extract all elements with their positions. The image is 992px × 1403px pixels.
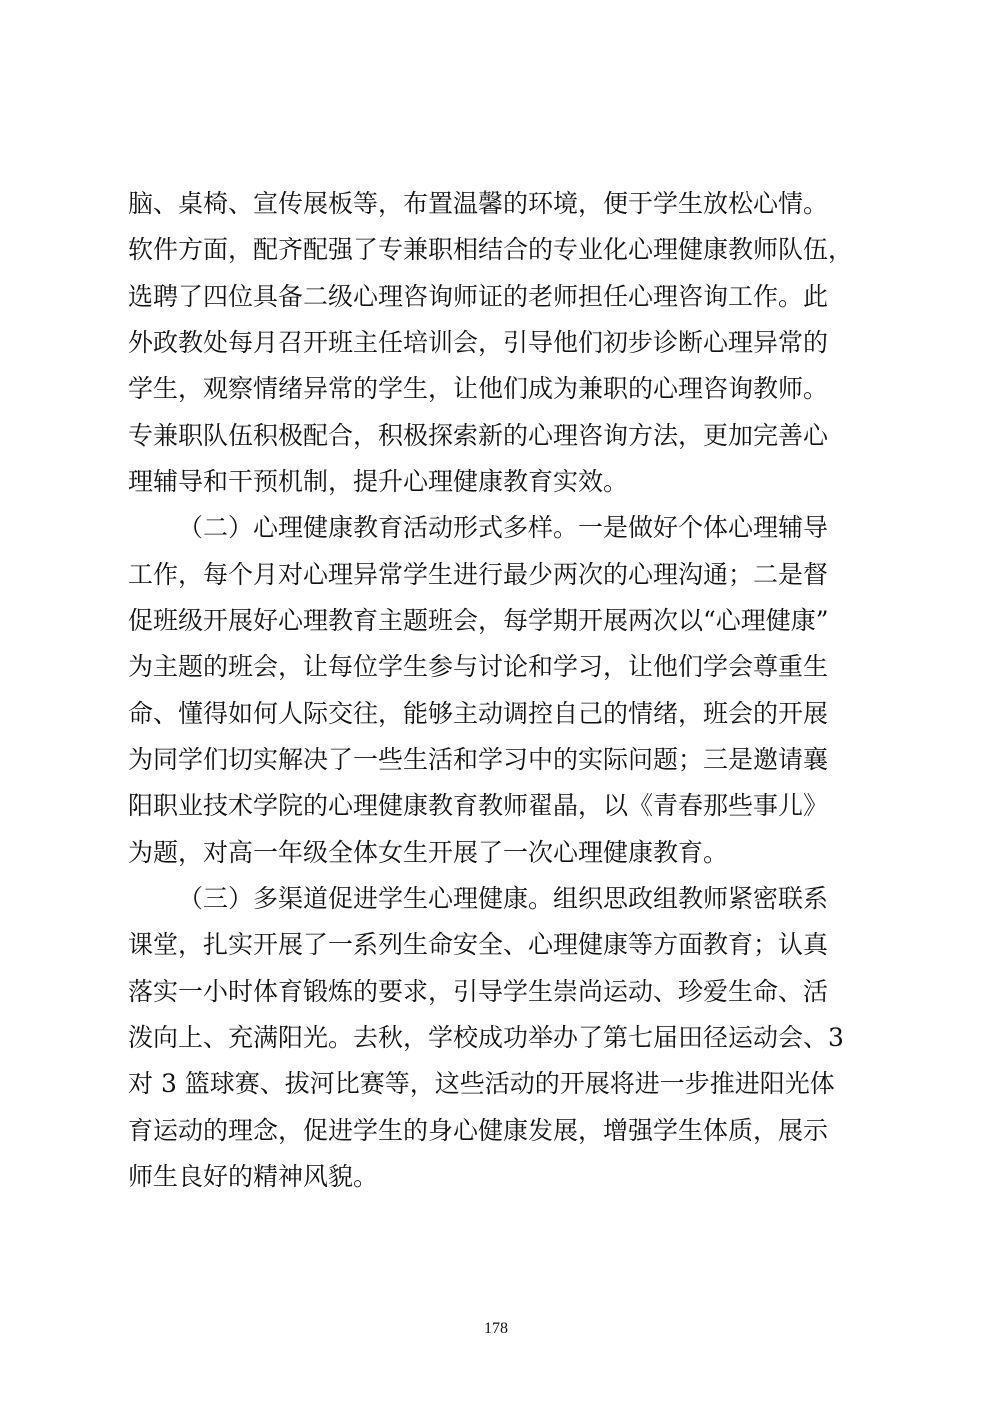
text-line: 为主题的班会，让每位学生参与讨论和学习，让他们学会尊重生 — [128, 652, 829, 681]
text-line: 脑、桌椅、宣传展板等，布置温馨的环境，便于学生放松心情。 — [128, 189, 829, 218]
text-line: 为题，对高一年级全体女生开展了一次心理健康教育。 — [128, 838, 729, 867]
text-line: 泼向上、充满阳光。去秋，学校成功举办了第七届田径运动会、3 — [128, 1023, 844, 1052]
text-line: 命、懂得如何人际交往，能够主动调控自己的情绪，班会的开展 — [128, 699, 829, 728]
text-line: 选聘了四位具备二级心理咨询师证的老师担任心理咨询工作。此 — [128, 282, 829, 311]
text-line: 对 3 篮球赛、拔河比赛等，这些活动的开展将进一步推进阳光体 — [128, 1069, 835, 1098]
text-line: 落实一小时体育锻炼的要求，引导学生崇尚运动、珍爱生命、活 — [128, 977, 829, 1006]
text-line: 学生，观察情绪异常的学生，让他们成为兼职的心理咨询教师。 — [128, 374, 829, 403]
text-line: 育运动的理念，促进学生的身心健康发展，增强学生体质，展示 — [128, 1116, 829, 1145]
text-line: 理辅导和干预机制，提升心理健康教育实效。 — [128, 467, 629, 496]
text-line: 软件方面，配齐配强了专兼职相结合的专业化心理健康教师队伍， — [128, 235, 854, 264]
section-three-heading-line: （三）多渠道促进学生心理健康。组织思政组教师紧密联系 — [178, 884, 829, 913]
text-line: 专兼职队伍积极配合，积极探索新的心理咨询方法，更加完善心 — [128, 421, 829, 450]
text-line: 促班级开展好心理教育主题班会，每学期开展两次以“心理健康” — [128, 606, 829, 635]
text-line: 阳职业技术学院的心理健康教育教师翟晶，以《青春那些事儿》 — [128, 791, 829, 820]
section-two-heading-line: （二）心理健康教育活动形式多样。一是做好个体心理辅导 — [178, 513, 829, 542]
text-line: 外政教处每月召开班主任培训会，引导他们初步诊断心理异常的 — [128, 328, 829, 357]
text-line: 课堂，扎实开展了一系列生命安全、心理健康等方面教育；认真 — [128, 930, 829, 959]
text-line: 师生良好的精神风貌。 — [128, 1162, 379, 1191]
text-line: 工作，每个月对心理异常学生进行最少两次的心理沟通；二是督 — [128, 560, 829, 589]
text-line: 为同学们切实解决了一些生活和学习中的实际问题；三是邀请襄 — [128, 745, 829, 774]
page-number: 178 — [484, 1320, 508, 1337]
